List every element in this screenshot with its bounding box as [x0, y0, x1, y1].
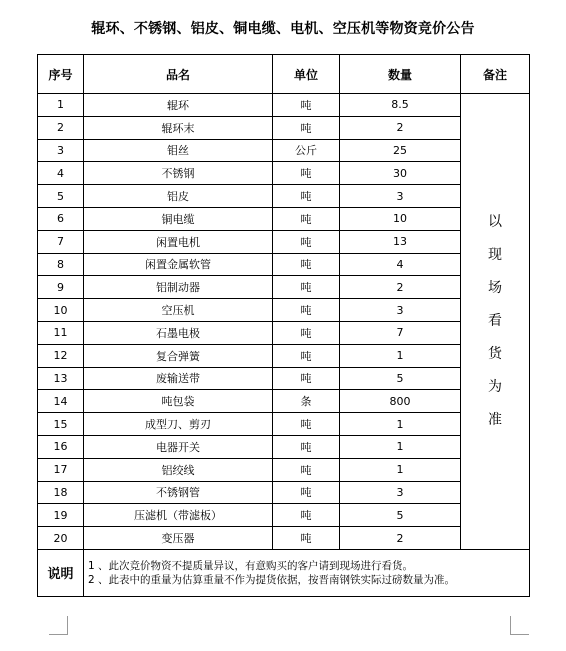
table-row	[38, 504, 530, 527]
cell-qty: 8.5	[340, 94, 461, 117]
cell-no: 19	[38, 504, 84, 527]
cell-no: 5	[38, 185, 84, 208]
cell-name: 成型刀、剪刃	[84, 413, 273, 436]
cell-name: 空压机	[84, 299, 273, 322]
cell-qty: 30	[340, 162, 461, 185]
cell-qty: 13	[340, 230, 461, 253]
cell-no: 13	[38, 367, 84, 390]
footer-notes	[84, 549, 530, 596]
cell-unit: 吨	[273, 299, 340, 322]
cell-no: 11	[38, 321, 84, 344]
remark-char: 以	[488, 213, 502, 230]
table-row	[38, 299, 530, 322]
cell-name: 变压器	[84, 527, 273, 550]
cell-unit: 吨	[273, 185, 340, 208]
cell-unit: 吨	[273, 458, 340, 481]
cell-no: 7	[38, 230, 84, 253]
cell-no: 1	[38, 94, 84, 117]
cell-no: 17	[38, 458, 84, 481]
cell-unit: 吨	[273, 527, 340, 550]
header-name: 品名	[84, 55, 273, 94]
cell-name: 废输送带	[84, 367, 273, 390]
bid-items-table	[37, 54, 530, 597]
header-qty: 数量	[340, 55, 461, 94]
cell-name: 闲置金属软管	[84, 253, 273, 276]
cell-qty: 5	[340, 504, 461, 527]
table-row	[38, 185, 530, 208]
cell-qty: 25	[340, 139, 461, 162]
cell-no: 18	[38, 481, 84, 504]
cell-unit: 公斤	[273, 139, 340, 162]
table-row	[38, 230, 530, 253]
cell-unit: 吨	[273, 207, 340, 230]
cell-no: 10	[38, 299, 84, 322]
table-row	[38, 116, 530, 139]
cell-name: 电器开关	[84, 435, 273, 458]
remark-cell	[461, 94, 530, 550]
cell-qty: 800	[340, 390, 461, 413]
cell-unit: 条	[273, 390, 340, 413]
table-row	[38, 435, 530, 458]
remark-char: 货	[488, 345, 502, 362]
cell-unit: 吨	[273, 481, 340, 504]
cell-no: 8	[38, 253, 84, 276]
cell-qty: 10	[340, 207, 461, 230]
cell-name: 铝制动器	[84, 276, 273, 299]
cell-unit: 吨	[273, 435, 340, 458]
table-row	[38, 321, 530, 344]
cell-no: 9	[38, 276, 84, 299]
cell-no: 14	[38, 390, 84, 413]
document-title: 辊环、不锈钢、铝皮、铜电缆、电机、空压机等物资竞价公告	[91, 21, 475, 37]
cell-unit: 吨	[273, 344, 340, 367]
cell-name: 铝皮	[84, 185, 273, 208]
table-row	[38, 367, 530, 390]
cell-name: 不锈钢管	[84, 481, 273, 504]
cell-no: 16	[38, 435, 84, 458]
table-row	[38, 253, 530, 276]
cell-no: 2	[38, 116, 84, 139]
cell-qty: 1	[340, 344, 461, 367]
cell-name: 不锈钢	[84, 162, 273, 185]
cell-qty: 1	[340, 413, 461, 436]
cell-name: 辊环	[84, 94, 273, 117]
cell-unit: 吨	[273, 94, 340, 117]
table-body	[38, 94, 530, 597]
cell-qty: 3	[340, 185, 461, 208]
cell-name: 闲置电机	[84, 230, 273, 253]
cell-no: 12	[38, 344, 84, 367]
table-row	[38, 207, 530, 230]
footer-note-1: 1 、此次竞价物资不提质量异议，有意购买的客户请到现场进行看货。	[88, 559, 414, 572]
cell-qty: 5	[340, 367, 461, 390]
table-row	[38, 162, 530, 185]
table-row	[38, 413, 530, 436]
cell-qty: 2	[340, 116, 461, 139]
table-row	[38, 390, 530, 413]
cell-name: 钼丝	[84, 139, 273, 162]
footer-note-2: 2 、此表中的重量为估算重量不作为提货依据，按晋南钢铁实际过磅数量为准。	[88, 573, 456, 586]
cell-qty: 1	[340, 458, 461, 481]
table-row	[38, 481, 530, 504]
header-remark: 备注	[461, 55, 530, 94]
cell-no: 6	[38, 207, 84, 230]
page-corner-mark-right	[510, 616, 529, 635]
footer-row	[38, 549, 530, 596]
table-row	[38, 527, 530, 550]
cell-qty: 4	[340, 253, 461, 276]
cell-name: 吨包袋	[84, 390, 273, 413]
remark-char: 场	[488, 279, 502, 296]
cell-name: 铜电缆	[84, 207, 273, 230]
cell-qty: 7	[340, 321, 461, 344]
table-row	[38, 276, 530, 299]
cell-unit: 吨	[273, 116, 340, 139]
cell-qty: 2	[340, 276, 461, 299]
cell-unit: 吨	[273, 413, 340, 436]
page-corner-mark-left	[49, 616, 68, 635]
remark-char: 为	[488, 378, 502, 395]
cell-no: 15	[38, 413, 84, 436]
cell-unit: 吨	[273, 367, 340, 390]
cell-qty: 2	[340, 527, 461, 550]
cell-unit: 吨	[273, 253, 340, 276]
cell-unit: 吨	[273, 162, 340, 185]
remark-text	[461, 206, 529, 437]
cell-no: 20	[38, 527, 84, 550]
header-no: 序号	[38, 55, 84, 94]
cell-qty: 3	[340, 299, 461, 322]
cell-name: 辊环末	[84, 116, 273, 139]
cell-name: 压滤机（带滤板）	[84, 504, 273, 527]
header-unit: 单位	[273, 55, 340, 94]
cell-qty: 3	[340, 481, 461, 504]
cell-name: 复合弹簧	[84, 344, 273, 367]
table-row	[38, 344, 530, 367]
table-row	[38, 458, 530, 481]
remark-char: 准	[488, 411, 502, 428]
cell-name: 铝绞线	[84, 458, 273, 481]
remark-char: 现	[488, 246, 502, 263]
cell-unit: 吨	[273, 504, 340, 527]
cell-no: 4	[38, 162, 84, 185]
remark-char: 看	[488, 312, 502, 329]
table-row	[38, 94, 530, 117]
table-row	[38, 139, 530, 162]
cell-unit: 吨	[273, 230, 340, 253]
cell-no: 3	[38, 139, 84, 162]
table-header-row	[38, 55, 530, 94]
cell-name: 石墨电极	[84, 321, 273, 344]
footer-label: 说明	[38, 549, 84, 596]
cell-qty: 1	[340, 435, 461, 458]
cell-unit: 吨	[273, 321, 340, 344]
cell-unit: 吨	[273, 276, 340, 299]
